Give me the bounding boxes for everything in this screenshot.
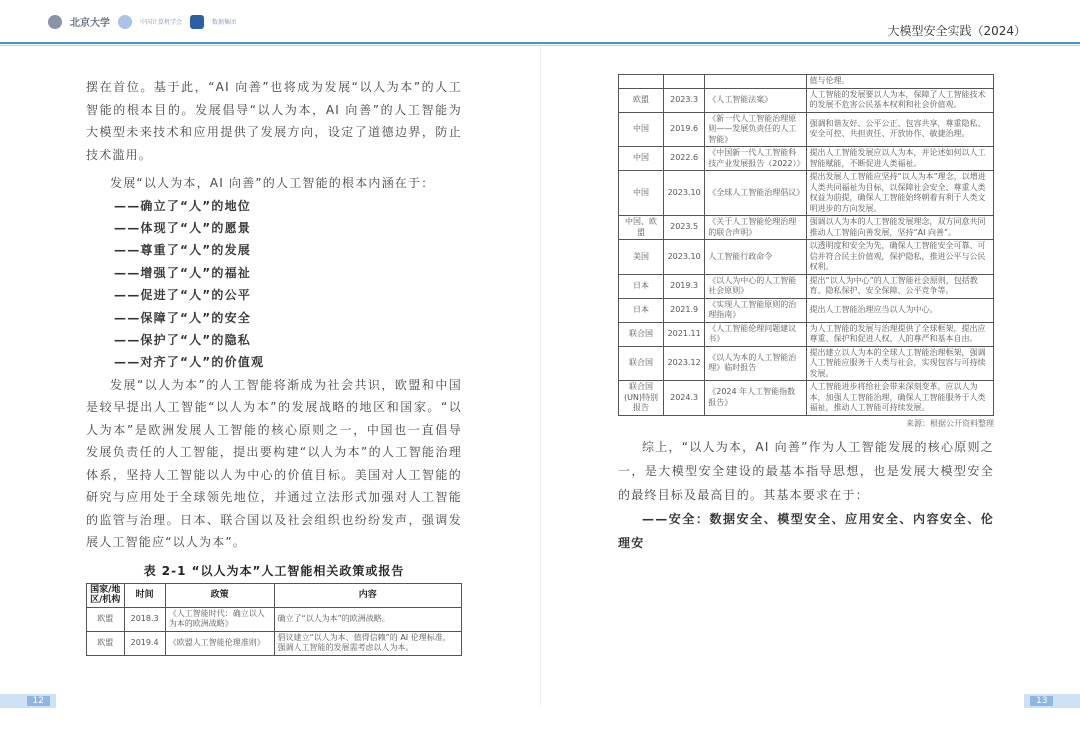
university-seal-icon [48, 15, 62, 29]
list-item: ——保障了“人”的安全 [114, 310, 251, 325]
cell-content: 提出发展人工智能应坚持“以人为本”理念，以增进人类共同福祉为目标，以保障社会安全、尊重人类权益为前提，确保人工智能始终朝着有利于人类文明进步的方向发展。 [806, 171, 994, 216]
table-row [619, 381, 994, 416]
cell-region: 日本 [619, 298, 664, 322]
cell-content: 为人工智能的发展与治理提供了全球框架，提出应尊重、保护和促进人权、人的尊严和基本自由。 [806, 322, 994, 346]
table-row [619, 274, 994, 298]
cell-policy: 《人工智能法案》 [705, 88, 806, 112]
org-logo-icon [118, 15, 132, 29]
list-item: ——增强了“人”的福祉 [114, 265, 251, 280]
left-paragraph-2: 发展“以人为本，AI 向善”的人工智能的根本内涵在于： [110, 176, 435, 190]
table-row [87, 607, 462, 631]
left-paragraph-3: 发展“以人为本”的人工智能将渐成为社会共识，欧盟和中国是较早提出人工智能“以人为本”的发展战略的地区和国家。“以人为本”是欧洲发展人工智能的核心原则之一，中国也一直倡导发展负责任的人工智能，提出要构建“以人为本”的人工智能治理体系，坚持人工智能以人为中心的价值目标。美国对人工智能的研究与应用处于全球领先地位，并通过立法形式加强对人工智能的监管与治理。日本、联合国以及社会组织也纷纷发声，强调发展人工智能应“以人为本”。 [86, 377, 462, 550]
cell-content: 提出人工智能发展应以人为本，并论述如何以人工智能赋能，不断促进人类福祉。 [806, 147, 994, 171]
document-title: 大模型安全实践（2024） [887, 24, 1026, 38]
cell-region: 欧盟 [87, 631, 125, 655]
cell-content: 人工智能的发展要以人为本，保障了人工智能技术的发展不危害公民基本权利和社会价值观。 [806, 88, 994, 112]
table-row [619, 75, 994, 89]
cell-content: 提出“以人为中心”的人工智能社会原则，包括教育、隐私保护、安全保障、公平竞争等。 [806, 274, 994, 298]
table-row [619, 240, 994, 275]
right-page-number [1024, 694, 1080, 708]
left-paragraph-1: 摆在首位。基于此，“AI 向善”也将成为发展“以人为本”的人工智能的根本目的。发展倡导“以人为本，AI 向善”的人工智能为大模型未来技术和应用提供了发展方向，设定了道德边界，防止技术滥用。 [86, 80, 462, 162]
policy-table-part-2 [618, 74, 994, 416]
cell-policy: 人工智能行政命令 [705, 240, 806, 275]
cell-date: 2023.10 [664, 240, 705, 275]
list-item: ——保护了“人”的隐私 [114, 332, 251, 347]
table-row [619, 112, 994, 147]
cell-content: 值与伦理。 [806, 75, 994, 89]
cell-region: 中国、欧盟 [619, 216, 664, 240]
list-item: ——尊重了“人”的发展 [114, 243, 251, 258]
table-row [619, 298, 994, 322]
list-item: ——促进了“人”的公平 [114, 288, 251, 303]
cell-date: 2019.3 [664, 274, 705, 298]
table-row [619, 147, 994, 171]
cell-content: 以透明度和安全为先，确保人工智能安全可靠、可信并符合民主价值观，保护隐私，推进公平与公民权利。 [806, 240, 994, 275]
table-row [87, 631, 462, 655]
group-logo-icon [190, 15, 204, 29]
table-row [619, 171, 994, 216]
header-logos [48, 14, 236, 29]
table-caption: 表 2-1 “以人为本”人工智能相关政策或报告 [143, 563, 405, 578]
table-row [619, 322, 994, 346]
cell-date: 2018.3 [124, 607, 165, 631]
cell-date: 2023.3 [664, 88, 705, 112]
col-header-content: 内容 [274, 583, 462, 607]
cell-policy: 《欧盟人工智能伦理准则》 [165, 631, 274, 655]
cell-content: 提出人工智能治理应当以人为中心。 [806, 298, 994, 322]
cell-region: 联合国 [619, 346, 664, 381]
right-paragraph-1: 综上，“以人为本，AI 向善”作为人工智能发展的核心原则之一，是大模型安全建设的最基本指导思想，也是发展大模型安全的最终目标及最高目的。其基本要求在于： [618, 439, 994, 502]
cell-region: 中国 [619, 171, 664, 216]
right-paragraph-2: ——安全：数据安全、模型安全、应用安全、内容安全、伦理安 [618, 511, 994, 550]
cell-content: 确立了“以人为本”的欧洲战略。 [274, 607, 462, 631]
cell-policy: 《以人为中心的人工智能社会原则》 [705, 274, 806, 298]
cell-content: 人工智能进步将给社会带来深刻变革，应以人为本，加强人工智能治理，确保人工智能服务于人类福祉，推动人工智能可持续发展。 [806, 381, 994, 416]
header-rule [0, 42, 1080, 44]
left-page [86, 76, 462, 656]
cell-content: 提出建立以人为本的全球人工智能治理框架，强调人工智能应服务于人类与社会，实现包容与可持续发展。 [806, 346, 994, 381]
cell-date: 2019.4 [124, 631, 165, 655]
cell-date: 2023.12 [664, 346, 705, 381]
list-item: ——对齐了“人”的价值观 [114, 355, 265, 370]
cell-region: 欧盟 [87, 607, 125, 631]
cell-policy: 《实现人工智能原则的治理指南》 [705, 298, 806, 322]
cell-date: 2024.3 [664, 381, 705, 416]
list-item: ——确立了“人”的地位 [114, 198, 251, 213]
table-row [619, 88, 994, 112]
principle-list [114, 195, 462, 374]
logo-text-3: 数据集团 [212, 19, 237, 26]
cell-region: 联合国 [619, 322, 664, 346]
table-source-note: 来源：根据公开资料整理 [906, 418, 994, 428]
right-page-number-text: 13 [1030, 696, 1053, 706]
cell-content: 强调和谐友好、公平公正、包容共享，尊重隐私、安全可控、共担责任、开放协作、敏捷治理。 [806, 112, 994, 147]
cell-policy: 《全球人工智能治理倡议》 [705, 171, 806, 216]
cell-date: 2021.11 [664, 322, 705, 346]
col-header-date: 时间 [124, 583, 165, 607]
left-page-number-text: 12 [27, 696, 50, 706]
cell-policy: 《中国新一代人工智能科技产业发展报告（2022）》 [705, 147, 806, 171]
cell-policy: 《2024 年人工智能指数报告》 [705, 381, 806, 416]
cell-region: 欧盟 [619, 88, 664, 112]
cell-date: 2021.9 [664, 298, 705, 322]
cell-policy: 《以人为本的人工智能治理》临时报告 [705, 346, 806, 381]
cell-date: 2022.6 [664, 147, 705, 171]
page-spine [540, 46, 541, 706]
cell-policy: 《关于人工智能伦理治理的联合声明》 [705, 216, 806, 240]
cell-policy: 《人工智能时代：确立以人为本的欧洲战略》 [165, 607, 274, 631]
col-header-region: 国家/地区/机构 [87, 583, 125, 607]
table-header-row [87, 583, 462, 607]
left-page-number [0, 694, 56, 708]
cell-region: 中国 [619, 147, 664, 171]
cell-content: 强调以人为本的人工智能发展理念，双方同意共同推动人工智能向善发展，坚持“AI 向善”。 [806, 216, 994, 240]
cell-content: 倡议建立“以人为本、值得信赖”的 AI 伦理标准，强调人工智能的发展需考虑以人为本。 [274, 631, 462, 655]
table-row [619, 216, 994, 240]
logo-text-1: 北京大学 [70, 18, 110, 29]
cell-region: 联合国(UN)特别报告 [619, 381, 664, 416]
logo-text-2: 中国计算机学会 [140, 19, 183, 26]
right-page [618, 74, 994, 555]
col-header-policy: 政策 [165, 583, 274, 607]
cell-region: 美国 [619, 240, 664, 275]
cell-region: 中国 [619, 112, 664, 147]
cell-policy: 《人工智能伦理问题建议书》 [705, 322, 806, 346]
list-item: ——体现了“人”的愿景 [114, 220, 251, 235]
cell-date: 2023.5 [664, 216, 705, 240]
table-row [619, 346, 994, 381]
cell-date: 2019.6 [664, 112, 705, 147]
policy-table-part-1 [86, 583, 462, 656]
cell-region: 日本 [619, 274, 664, 298]
cell-policy: 《新一代人工智能治理原则——发展负责任的人工智能》 [705, 112, 806, 147]
cell-date: 2023.10 [664, 171, 705, 216]
